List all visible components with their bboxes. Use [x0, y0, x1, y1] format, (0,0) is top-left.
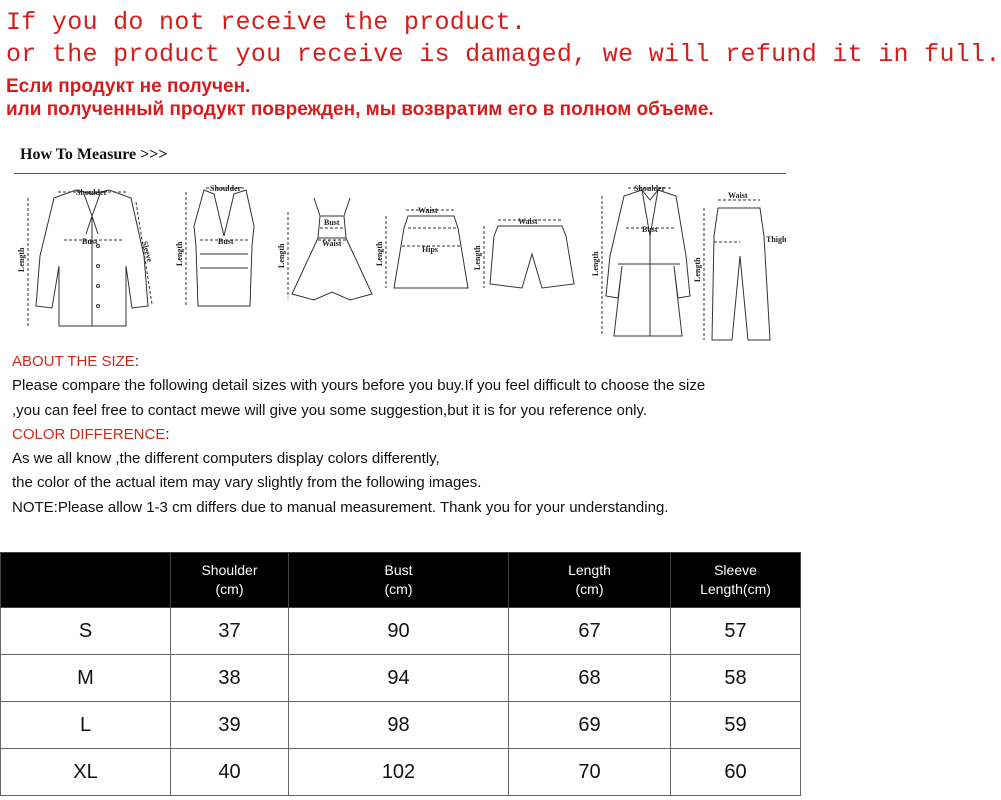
shoulder-cell: 39	[171, 702, 289, 749]
table-row	[1, 749, 801, 796]
waist-label: Waist	[728, 191, 748, 200]
shoulder-cell: 38	[171, 655, 289, 702]
length-cell: 69	[509, 702, 671, 749]
size-cell: S	[1, 608, 171, 655]
length-cell: 68	[509, 655, 671, 702]
shoulder-label: Shoulder	[76, 188, 108, 197]
length-label: Length	[473, 245, 482, 270]
bust-cell: 98	[289, 702, 509, 749]
about-size-line-2: ,you can feel free to contact mewe will give you some suggestion,but it is for you reference only.	[12, 401, 648, 419]
shorts-sketch	[473, 217, 574, 288]
bust-label: Bust	[324, 218, 340, 227]
length-label: Length	[175, 241, 184, 266]
measurement-sketches	[14, 176, 786, 348]
color-difference-line-2: the color of the actual item may vary slightly from the following images.	[12, 474, 482, 492]
notice-line-2: or the product you receive is damaged, we will refund it in full.	[6, 40, 1001, 69]
heading-divider	[14, 173, 786, 174]
about-size-colon: :	[134, 353, 139, 370]
bust-cell: 90	[289, 608, 509, 655]
waist-label: Waist	[418, 206, 438, 215]
bust-label: Bust	[82, 237, 98, 246]
shoulder-label: Shoulder	[210, 184, 242, 193]
bust-header: Bust (cm)	[289, 553, 509, 608]
length-cell: 70	[509, 749, 671, 796]
color-difference-colon: :	[165, 425, 170, 443]
sleeve-length-cell: 57	[671, 608, 801, 655]
sleeve-length-cell: 59	[671, 702, 801, 749]
about-size-heading	[12, 350, 797, 374]
notice-line-4: или полученный продукт поврежден, мы возвратим его в полном объеме.	[6, 99, 714, 120]
table-row	[1, 655, 801, 702]
sleeve-length-cell: 60	[671, 749, 801, 796]
shoulder-cell: 40	[171, 749, 289, 796]
color-difference-heading	[12, 423, 797, 447]
table-row	[1, 608, 801, 655]
about-size-title: ABOUT THE SIZE	[12, 353, 135, 370]
vest-sketch	[175, 184, 254, 306]
color-difference-line-1: As we all know ,the different computers display colors differently,	[12, 450, 440, 468]
notice-line-3: Если продукт не получен.	[6, 76, 251, 97]
color-difference-title: COLOR DIFFERENCE	[12, 425, 166, 443]
how-to-measure-heading: How To Measure >>>	[20, 146, 168, 163]
sleeve-label: Sleeve	[140, 240, 155, 264]
size-header-cell	[1, 553, 171, 608]
sleeve-length-header: Sleeve Length(cm)	[671, 553, 801, 608]
bust-label: Bust	[218, 237, 234, 246]
size-cell: M	[1, 655, 171, 702]
size-chart-table	[0, 552, 801, 796]
dress-sketch	[277, 198, 372, 300]
bust-cell: 102	[289, 749, 509, 796]
length-label: Length	[277, 243, 286, 268]
thigh-label: Thigh	[766, 235, 787, 244]
length-cell: 67	[509, 608, 671, 655]
shoulder-label: Shoulder	[634, 184, 666, 193]
bust-label: Bust	[642, 225, 658, 234]
waist-label: Waist	[322, 239, 342, 248]
measurement-note: NOTE:Please allow 1-3 cm differs due to manual measurement. Thank you for your understanding.	[12, 498, 669, 516]
length-label: Length	[17, 247, 26, 272]
trousers-sketch	[693, 191, 787, 340]
length-label: Length	[591, 251, 600, 276]
length-label: Length	[375, 241, 384, 266]
size-chart-header-row	[1, 553, 801, 608]
skirt-sketch	[375, 206, 468, 288]
length-label: Length	[693, 257, 702, 282]
coat-sketch	[591, 184, 690, 336]
table-row	[1, 702, 801, 749]
bust-cell: 94	[289, 655, 509, 702]
sleeve-length-cell: 58	[671, 655, 801, 702]
size-cell: L	[1, 702, 171, 749]
shoulder-header: Shoulder (cm)	[171, 553, 289, 608]
blouse-sketch	[17, 188, 154, 326]
notice-line-1: If you do not receive the product.	[6, 8, 527, 37]
waist-label: Waist	[518, 217, 538, 226]
length-header: Length (cm)	[509, 553, 671, 608]
shoulder-cell: 37	[171, 608, 289, 655]
size-cell: XL	[1, 749, 171, 796]
about-size-line-1: Please compare the following detail sizes with yours before you buy.If you feel difficult to choose the size	[12, 377, 706, 395]
hips-label: Hips	[422, 245, 439, 254]
size-info-block	[12, 350, 797, 520]
